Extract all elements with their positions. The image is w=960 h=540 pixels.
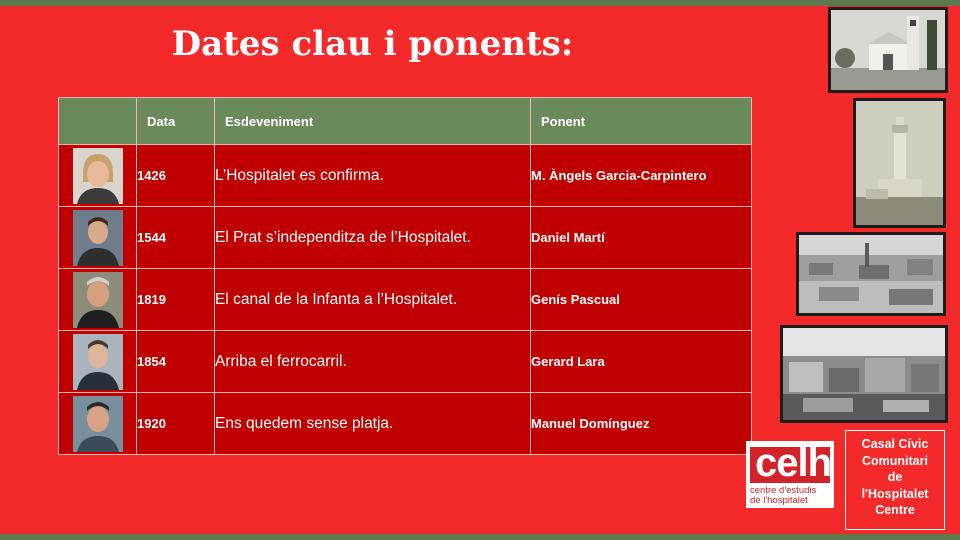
speaker-cell: Manuel Domínguez xyxy=(531,393,752,455)
table-row xyxy=(59,393,752,455)
table-row xyxy=(59,207,752,269)
town-view-photo-icon xyxy=(796,232,946,316)
speaker-portrait-icon xyxy=(73,396,123,452)
casal-line-5: Centre xyxy=(875,503,915,517)
year-cell: 1426 xyxy=(137,145,215,207)
header-date: Data xyxy=(137,98,215,145)
table-row xyxy=(59,145,752,207)
table-row xyxy=(59,269,752,331)
year-cell: 1854 xyxy=(137,331,215,393)
speaker-cell: M. Àngels Garcia-Carpintero xyxy=(531,145,752,207)
celh-logo xyxy=(746,441,834,508)
logo-line-1: centre d'estudis xyxy=(750,485,817,496)
speaker-portrait-icon xyxy=(73,210,123,266)
table-header-row xyxy=(59,98,752,145)
tower-photo-icon xyxy=(853,98,946,228)
casal-line-3: de xyxy=(887,470,903,484)
event-cell: El canal de la Infanta a l’Hospitalet. xyxy=(215,269,531,331)
speaker-cell: Genís Pascual xyxy=(531,269,752,331)
top-accent-bar xyxy=(0,0,960,6)
logo-line-2: de l'hospitalet xyxy=(750,495,808,506)
speaker-portrait-icon xyxy=(73,272,123,328)
speaker-cell: Gerard Lara xyxy=(531,331,752,393)
header-photo xyxy=(59,98,137,145)
event-cell: El Prat s’independitza de l’Hospitalet. xyxy=(215,207,531,269)
header-speaker: Ponent xyxy=(531,98,752,145)
casal-civic-label xyxy=(845,430,945,530)
event-cell: L’Hospitalet es confirma. xyxy=(215,145,531,207)
slide-title: Dates clau i ponents: xyxy=(171,24,574,64)
casal-line-2: Comunitari xyxy=(862,453,928,468)
event-cell: Ens quedem sense platja. xyxy=(215,393,531,455)
header-event: Esdeveniment xyxy=(215,98,531,145)
casal-line-1: Casal Cívic xyxy=(861,437,929,451)
events-table xyxy=(58,97,752,455)
speaker-cell: Daniel Martí xyxy=(531,207,752,269)
event-cell: Arriba el ferrocarril. xyxy=(215,331,531,393)
year-cell: 1920 xyxy=(137,393,215,455)
speaker-portrait-icon xyxy=(73,148,123,204)
bottom-accent-bar xyxy=(0,534,960,540)
logo-mark: celh xyxy=(755,441,832,485)
rooftops-photo-icon xyxy=(780,325,948,423)
casal-line-4: l'Hospitalet xyxy=(861,486,929,501)
table-row xyxy=(59,331,752,393)
church-photo-icon xyxy=(828,7,948,93)
year-cell: 1819 xyxy=(137,269,215,331)
speaker-portrait-icon xyxy=(73,334,123,390)
year-cell: 1544 xyxy=(137,207,215,269)
